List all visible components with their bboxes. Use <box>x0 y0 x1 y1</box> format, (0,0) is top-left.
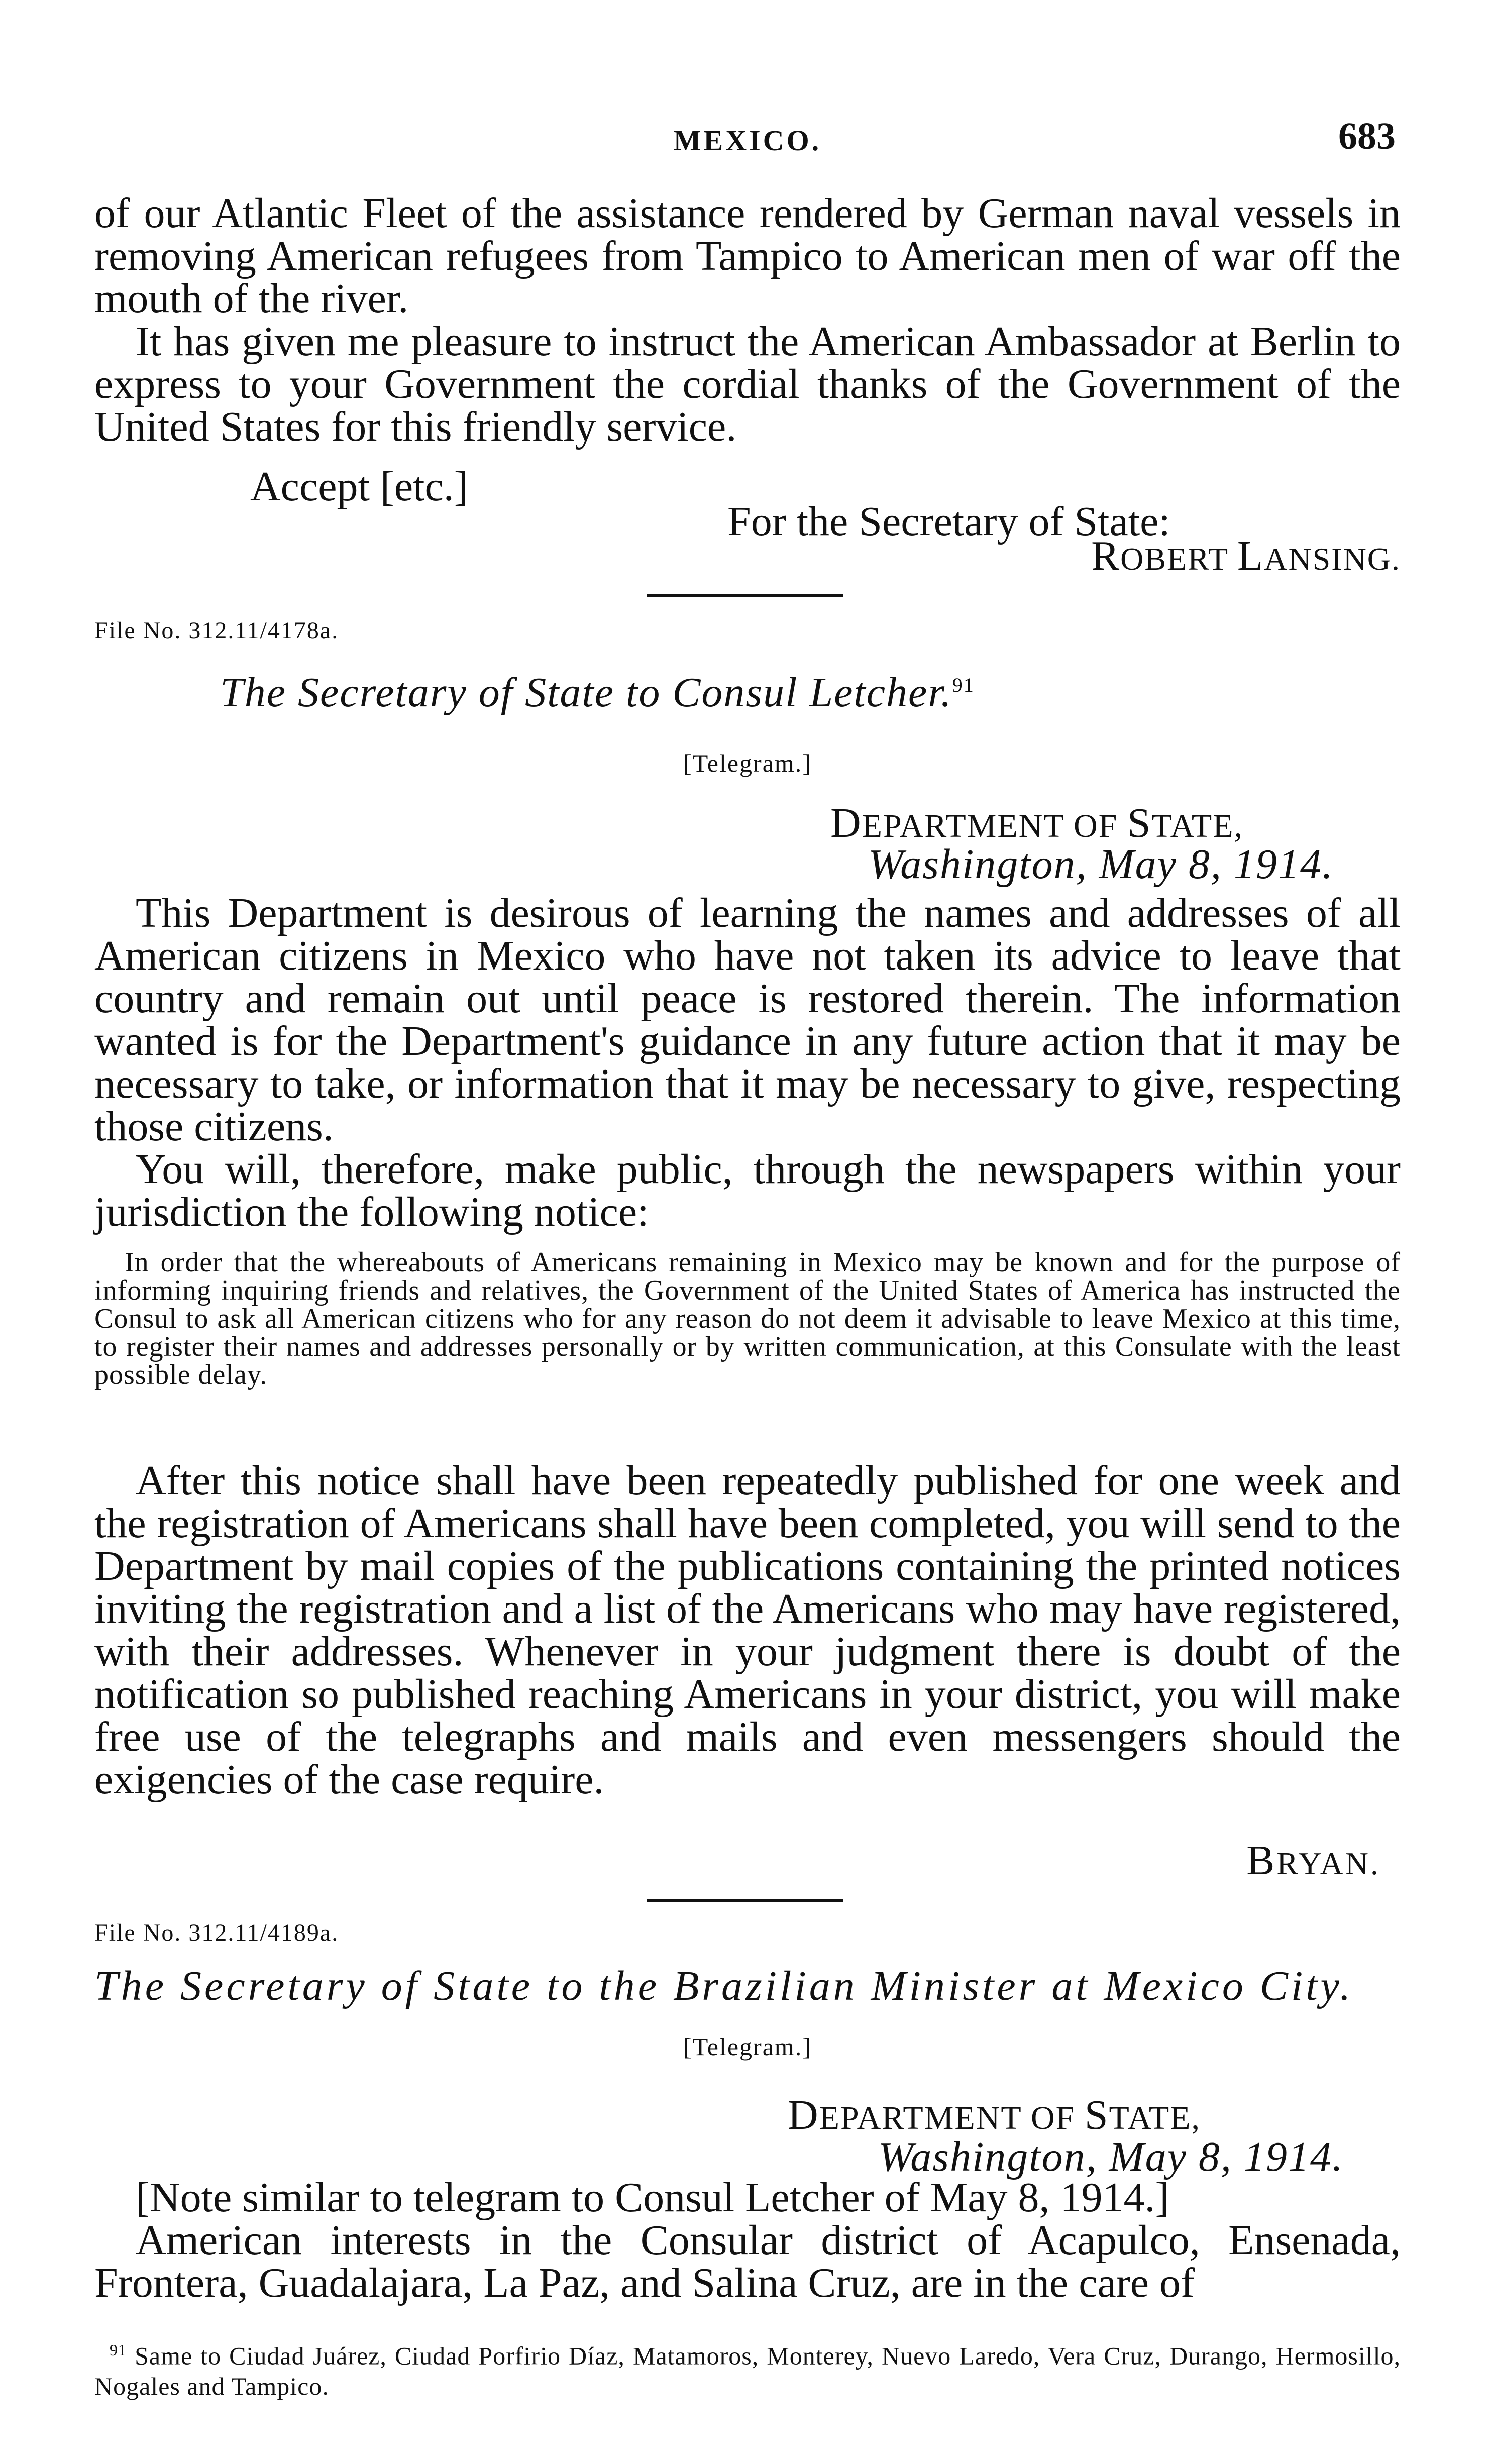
document-title: The Secretary of State to the Brazilian Minister at Mexico City. <box>94 1963 1354 2009</box>
paragraph: American interests in the Consular district of Acapulco, Ensenada, Frontera, Guadalajara, La Paz, and Salina Cruz, are in the care of <box>94 2217 1401 2306</box>
page-header <box>94 115 1401 165</box>
paragraph: [Note similar to telegram to Consul Letcher of May 8, 1914.] <box>136 2174 1169 2221</box>
telegram-label: [Telegram.] <box>683 749 812 777</box>
telegram-label: [Telegram.] <box>683 2032 812 2061</box>
paragraph: It has given me pleasure to instruct the American Ambassador at Berlin to express to your Government the cordial thanks of the Government of the United States for this friendly service. <box>94 318 1401 450</box>
footnote-reference: 91 <box>952 674 975 696</box>
telegram-body <box>94 892 1401 1233</box>
dateline: Washington, May 8, 1914. <box>868 841 1334 888</box>
telegram-body-continued <box>94 1459 1401 1801</box>
document-title: The Secretary of State to Consul Letcher.$^{91}$ <box>220 669 975 716</box>
footnote-mark: 91 <box>110 2341 127 2359</box>
file-number: File No. 312.11/4189a. <box>94 1919 339 1946</box>
paragraph: of our Atlantic Fleet of the assistance rendered by German naval vessels in removing American refugees from Tampico to American men of war off the mouth of the river. <box>94 190 1401 322</box>
department-heading: DEPARTMENT OF STATE, <box>830 800 1244 846</box>
quoted-notice: In order that the whereabouts of Americans remaining in Mexico may be known and for the purpose of informing inquiring friends and relatives, the Government of the United States of America has instructed the Consul to ask all American citizens who for any reason do not deem it advisable to leave Mexico at this time, to register their names and addresses personally or by written communication, at this Consulate with the least possible delay. <box>94 1247 1401 1390</box>
document-page <box>94 0 1401 2464</box>
section-divider <box>647 594 843 597</box>
paragraph: After this notice shall have been repeatedly published for one week and the registration of Americans shall have been completed, you will send to the Department by mail copies of the publications containing the printed notices inviting the registration and a list of the Americans who may have registered, with their addresses. Whenever in your judgment there is doubt of the notification so published reaching Americans in your district, you will make free use of the telegraphs and mails and even messengers should the exigencies of the case require. <box>94 1457 1401 1803</box>
closing-accept: Accept [etc.] <box>250 463 468 510</box>
paragraph: You will, therefore, make public, through the newspapers within your jurisdiction the following notice: <box>94 1146 1401 1235</box>
running-head: MEXICO. <box>673 124 822 157</box>
continued-letter <box>94 192 1401 448</box>
dateline: Washington, May 8, 1914. <box>878 2133 1344 2180</box>
paragraph: This Department is desirous of learning the names and addresses of all American citizens in Mexico who have not taken its advice to leave that country and remain out until peace is restored therein. The information wanted is for the Department's guidance in any future action that it may be necessary to take, or information that it may be necessary to give, respecting those citizens. <box>94 890 1401 1150</box>
footnote: $^{91}$ Same to Ciudad Juárez, Ciudad Porfirio Díaz, Matamoros, Monterey, Nuevo Laredo, Vera Cruz, Durango, Hermosillo, Nogales and Tampico. <box>94 2341 1401 2400</box>
signature-bryan: BRYAN. <box>1246 1837 1380 1884</box>
page-number: 683 <box>1338 115 1396 157</box>
file-number: File No. 312.11/4178a. <box>94 617 339 644</box>
department-heading: DEPARTMENT OF STATE, <box>788 2092 1201 2138</box>
signature-lansing: ROBERT LANSING. <box>1091 532 1401 579</box>
section-divider <box>647 1899 843 1902</box>
closing-for-secretary: For the Secretary of State: <box>727 498 1170 545</box>
telegram-body <box>94 2176 1401 2304</box>
